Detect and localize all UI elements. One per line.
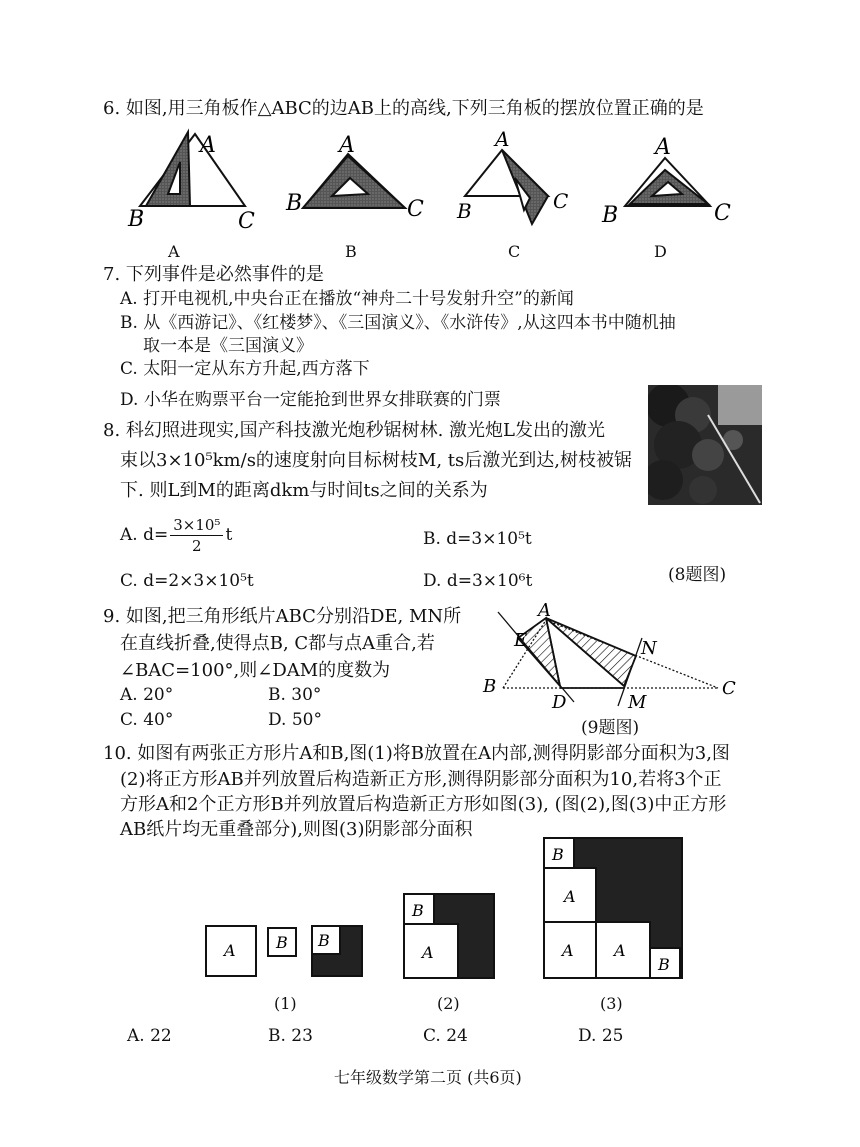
q8-option-a-fraction [170, 515, 223, 556]
q10-figures [200, 836, 690, 982]
q6c-vertex-b: B [457, 199, 472, 223]
q10-fig3-square-b-top: B [552, 845, 564, 864]
q10-fig1-square-b-inner: B [318, 931, 330, 950]
q10-caption-3: (3) [600, 994, 623, 1013]
q10-fig3-square-a-3: A [614, 941, 626, 960]
q9-line1: 9. 如图,把三角形纸片ABC分别沿DE, MN所 [103, 606, 462, 627]
q10-figure-3 [544, 838, 682, 978]
q9-point-d: D [552, 692, 567, 710]
q10-line1: 10. 如图有两张正方形片A和B,图(1)将B放置在A内部,测得阴影部分面积为3,图 [103, 743, 730, 764]
q10-fig3-square-b-bottom: B [658, 955, 670, 974]
q10-fig2-square-a: A [422, 943, 434, 962]
q8-option-a-numerator: 3×10⁵ [170, 515, 223, 536]
q9-point-m: M [628, 692, 647, 710]
q7-option-a: A. 打开电视机,中央台正在播放“神舟二十号发射升空”的新闻 [120, 289, 574, 309]
q9-point-e: E [514, 630, 528, 651]
q8-option-a-suffix: t [225, 525, 233, 545]
q8-line2: 束以3×10⁵km/s的速度射向目标树枝M, ts后激光到达,树枝被锯 [120, 450, 632, 471]
q6-label-a: A [168, 242, 180, 261]
q7-option-b-line2: 取一本是《三国演义》 [143, 336, 313, 356]
q8-option-d: D. d=3×10⁶t [423, 571, 533, 591]
q6-figure-b [285, 133, 424, 222]
q6d-vertex-a: A [655, 135, 671, 160]
q10-figure-1 [206, 926, 362, 976]
q9-option-d: D. 50° [268, 710, 322, 730]
q6-figures [120, 126, 760, 244]
q9-option-c: C. 40° [120, 710, 174, 730]
q8-caption: (8题图) [668, 565, 727, 585]
q6c-vertex-a: A [495, 127, 510, 151]
q10-fig2-square-b: B [412, 901, 424, 920]
q6a-vertex-a: A [200, 133, 216, 158]
q6c-vertex-c: C [553, 189, 569, 213]
q10-option-b: B. 23 [268, 1026, 313, 1046]
q9-point-n: N [641, 638, 657, 659]
q10-line3: 方形A和2个正方形B并列放置后构造新正方形如图(3), (图(2),图(3)中正方形 [120, 794, 727, 815]
q9-figure [478, 598, 748, 710]
q10-fig1-square-a: A [224, 941, 236, 960]
q6d-vertex-c: C [714, 201, 731, 226]
q10-option-a: A. 22 [127, 1026, 172, 1046]
q6-label-c: C [508, 242, 521, 261]
q9-point-c: C [722, 678, 736, 699]
q6-figure-c [456, 127, 568, 224]
q8-option-a-prefix: A. d= [120, 525, 169, 545]
q10-caption-2: (2) [437, 994, 460, 1013]
q7-stem: 7. 下列事件是必然事件的是 [103, 264, 324, 285]
q8-line1: 8. 科幻照进现实,国产科技激光炮秒锯树林. 激光炮L发出的激光 [103, 420, 606, 441]
q9-point-b: B [483, 676, 497, 697]
q8-option-a [120, 515, 232, 556]
q6b-vertex-a: A [339, 133, 355, 158]
q7-option-b-line1: B. 从《西游记》、《红楼梦》、《三国演义》、《水浒传》,从这四本书中随机抽 [120, 313, 676, 333]
q9-caption: (9题图) [581, 718, 640, 738]
q10-figure-2 [404, 894, 494, 978]
q6-label-d: D [654, 242, 667, 261]
q8-photo [648, 385, 762, 505]
q8-line3: 下. 则L到M的距离dkm与时间ts之间的关系为 [120, 480, 488, 501]
q8-option-c: C. d=2×3×10⁵t [120, 571, 254, 591]
q10-fig1-square-b: B [276, 933, 288, 952]
q6d-vertex-b: B [602, 203, 619, 228]
q10-option-d: D. 25 [578, 1026, 624, 1046]
q7-option-d: D. 小华在购票平台一定能抢到世界女排联赛的门票 [120, 390, 501, 410]
q8-option-a-denominator: 2 [192, 537, 202, 555]
q7-option-c: C. 太阳一定从东方升起,西方落下 [120, 359, 370, 379]
q6-figure-d [601, 135, 731, 228]
q9-line3: ∠BAC=100°,则∠DAM的度数为 [120, 660, 391, 681]
q8-option-b: B. d=3×10⁵t [423, 529, 532, 549]
q9-option-b: B. 30° [268, 685, 322, 705]
page-footer: 七年级数学第二页 (共6页) [334, 1068, 522, 1087]
q10-line2: (2)将正方形AB并列放置后构造新正方形,测得阴影部分面积为10,若将3个正 [120, 769, 722, 790]
q6-label-b: B [345, 242, 357, 261]
q9-line2: 在直线折叠,使得点B, C都与点A重合,若 [120, 633, 435, 654]
q6b-vertex-b: B [286, 191, 303, 216]
q6a-vertex-c: C [238, 209, 255, 234]
q9-point-a: A [538, 600, 551, 621]
q10-line4: AB纸片均无重叠部分),则图(3)阴影部分面积 [120, 819, 473, 840]
q6b-vertex-c: C [407, 197, 424, 222]
q6-stem: 6. 如图,用三角板作△ABC的边AB上的高线,下列三角板的摆放位置正确的是 [103, 98, 704, 119]
q10-caption-1: (1) [274, 994, 297, 1013]
q10-fig3-square-a-1: A [564, 887, 576, 906]
q10-fig3-square-a-2: A [562, 941, 574, 960]
q10-option-c: C. 24 [423, 1026, 468, 1046]
q6a-vertex-b: B [128, 207, 145, 232]
q9-option-a: A. 20° [120, 685, 174, 705]
q6-figure-a [127, 132, 255, 234]
